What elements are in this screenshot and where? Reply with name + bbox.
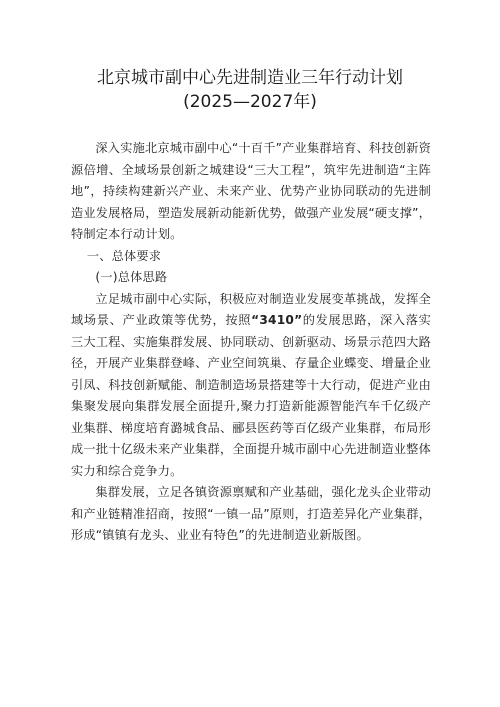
section-heading-overall-requirements: 一、总体要求 [86, 248, 162, 263]
cluster-development-paragraph: 集群发展，立足各镇资源禀赋和产业基础，强化龙头企业带动和产业链精准招商，按照“一镇一品”原则，打造差异化产业集群，形成“镇镇有龙头、业业有特色”的先进制造业新版图。 [71, 485, 431, 542]
approach-paragraph [71, 289, 431, 483]
document-subtitle-years: (2025—2027年) [183, 92, 317, 112]
approach-highlight-3410: “3410” [251, 313, 303, 327]
approach-text-end: 的发展思路，深入落实三大工程、实施集群发展、协同联动、创新驱动、场景示范四大路径，开展产业集群登峰、产业空间筑巢、存量企业蝶变、增量企业引凤、科技创新赋能、制造制造场景搭建等十大行动，促进产业由集聚发展向集群发展全面提升,聚力打造新能源智能汽车千亿级产业集群、梯度培育潞城食品、郦县医药等百亿级产业集群，布局形成一批十亿级未来产业集群，全面提升城市副中心先进制造业整体实力和综合竞争力。 [71, 313, 431, 478]
document-body [71, 138, 431, 547]
intro-paragraph: 深入实施北京城市副中心“十百千”产业集群培育、科技创新资源倍增、全域场景创新之城建设“三大工程”，筑牢先进制造“主阵地”，持续构建新兴产业、未来产业、优势产业协同联动的先进制造业发展格局，塑造发展新动能新优势，做强产业发展“硬支撑”，特制定本行动计划。 [71, 141, 431, 241]
document-title: 北京城市副中心先进制造业三年行动计划 [97, 68, 403, 88]
approach-text-start: 立足城市副中心实际，积极应对制造业发展变革挑战，发挥全域场景、产业政策等优势，按照 [71, 291, 431, 327]
subsection-heading-overall-approach: (一)总体思路 [95, 270, 168, 284]
